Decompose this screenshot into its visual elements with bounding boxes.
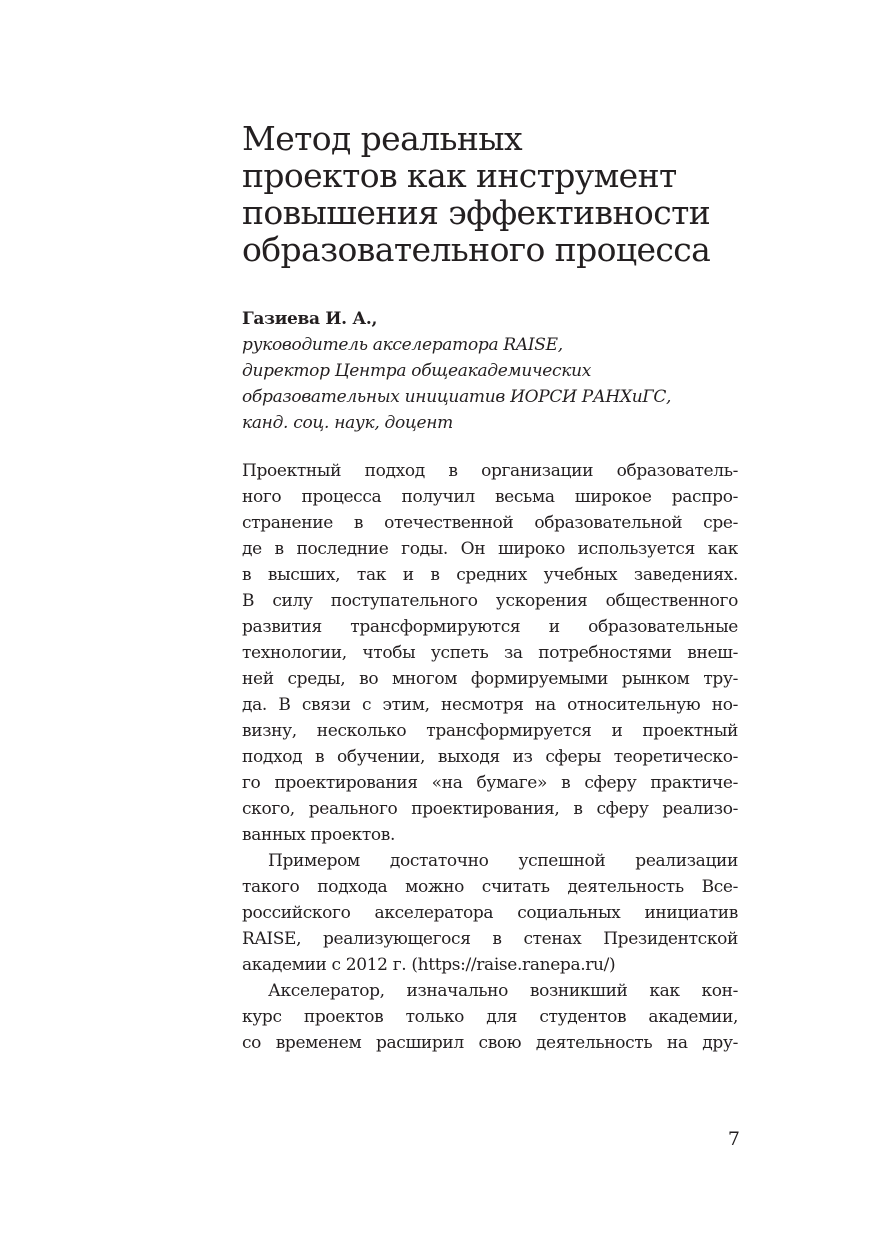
article-title: [242, 120, 742, 268]
author-name: Газиева И. А.,: [242, 309, 378, 329]
author-affiliation-line: канд. соц. наук, доцент: [242, 413, 453, 433]
title-line: повышения эффективности: [242, 193, 711, 232]
text-line: академии с 2012 г. (https://raise.ranepa.ru/): [242, 955, 616, 975]
paragraph-2: [242, 848, 738, 978]
title-line: проектов как инструмент: [242, 156, 677, 195]
article-body: [242, 458, 738, 1056]
author-affiliation-line: образовательных инициатив ИОРСИ РАНХиГС,: [242, 387, 672, 407]
author-block: [242, 306, 742, 436]
text-line: ванных проектов.: [242, 825, 396, 845]
text-line: ского, реального проектирования, в сферу реализо-: [242, 799, 738, 819]
title-line: Метод реальных: [242, 119, 522, 158]
text-line: технологии, чтобы успеть за потребностями внеш-: [242, 643, 738, 663]
text-line: странение в отечественной образовательной сре-: [242, 513, 738, 533]
author-affiliation-line: руководитель акселератора RAISE,: [242, 335, 563, 355]
text-line: В силу поступательного ускорения общественного: [242, 591, 738, 611]
text-line: Примером достаточно успешной реализации: [268, 851, 738, 871]
text-line: Проектный подход в организации образователь-: [242, 461, 738, 481]
paragraph-3: [242, 978, 738, 1056]
text-line: де в последние годы. Он широко используется как: [242, 539, 738, 559]
text-line: Акселератор, изначально возникший как кон-: [268, 981, 738, 1001]
paragraph-1: [242, 458, 738, 848]
text-line: визну, несколько трансформируется и проектный: [242, 721, 738, 741]
page-number: 7: [727, 1128, 740, 1150]
text-line: российского акселератора социальных инициатив: [242, 903, 738, 923]
text-line: да. В связи с этим, несмотря на относительную но-: [242, 695, 738, 715]
text-line: ного процесса получил весьма широкое распро-: [242, 487, 738, 507]
author-affiliation-line: директор Центра общеакадемических: [242, 361, 592, 381]
text-line: развития трансформируются и образовательные: [242, 617, 738, 637]
text-line: со временем расширил свою деятельность на дру-: [242, 1033, 738, 1053]
text-line: такого подхода можно считать деятельность Все-: [242, 877, 738, 897]
text-line: ней среды, во многом формируемыми рынком тру-: [242, 669, 738, 689]
text-line: го проектирования «на бумаге» в сферу практиче-: [242, 773, 738, 793]
text-line: подход в обучении, выходя из сферы теоретическо-: [242, 747, 738, 767]
text-line: курс проектов только для студентов академии,: [242, 1007, 738, 1027]
text-line: RAISE, реализующегося в стенах Президентской: [242, 929, 738, 949]
text-line: в высших, так и в средних учебных заведениях.: [242, 565, 738, 585]
title-line: образовательного процесса: [242, 230, 711, 269]
